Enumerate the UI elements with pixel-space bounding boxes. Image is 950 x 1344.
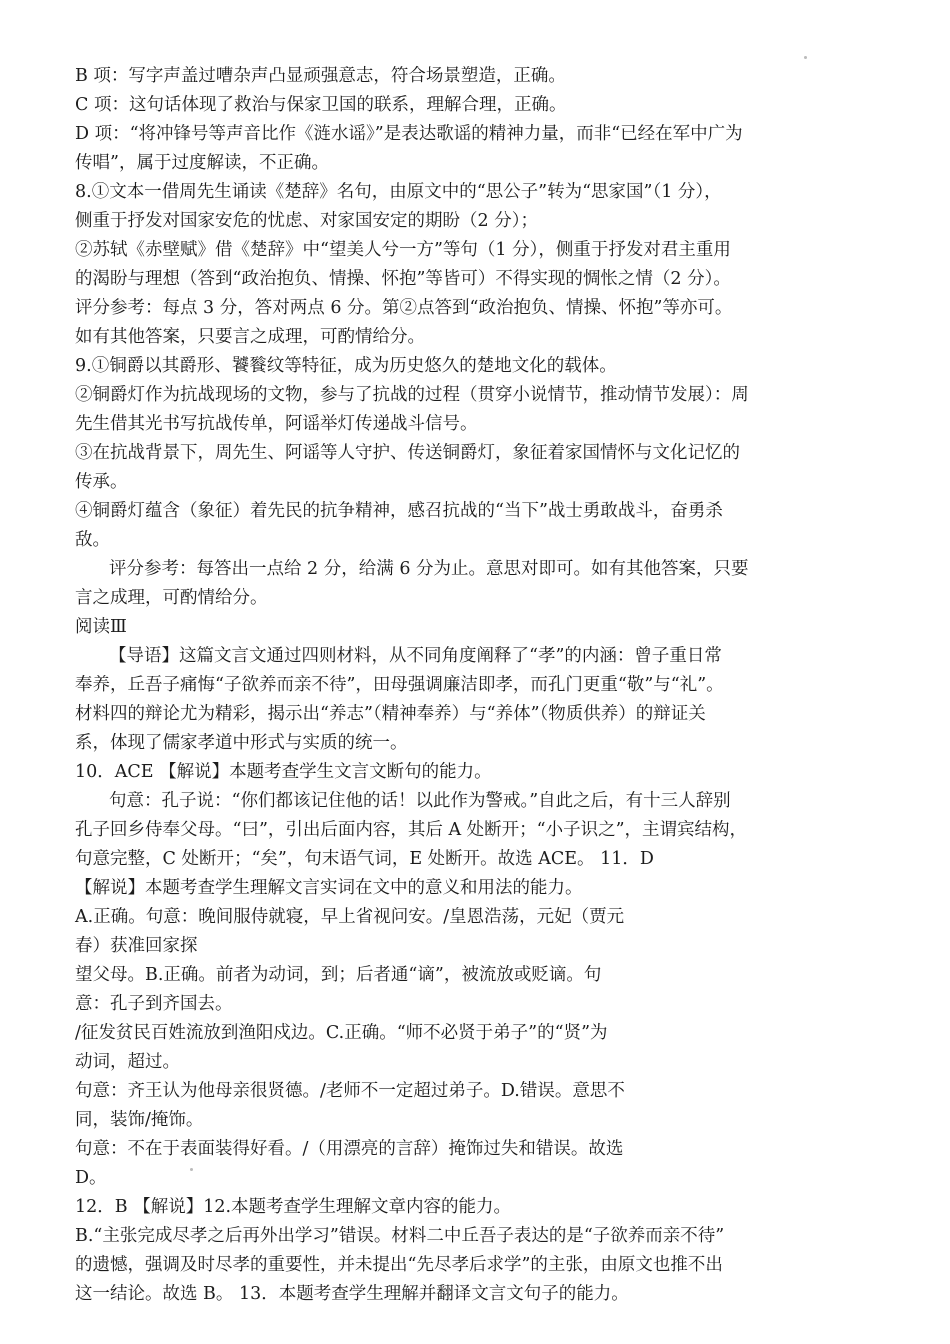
answer-7-option-b: B 项：写字声盖过嘈杂声凸显顽强意志，符合场景塑造，正确。 (75, 66, 566, 86)
answer-11: 句意完整，C 处断开；“矣”，句末语气词，E 处断开。故选 ACE。 11．D (75, 849, 654, 869)
scan-speck (804, 56, 807, 59)
answer-11-option-d: 句意：齐王认为他母亲很贤德。/老师不一定超过弟子。D.错误。意思不 (75, 1081, 625, 1101)
paragraph-line: 传唱”，属于过度解读，不正确。 (75, 153, 329, 173)
paragraph-line: 系，体现了儒家孝道中形式与实质的统一。 (75, 733, 408, 753)
answer-12: 12．B 【解说】12.本题考查学生理解文章内容的能力。 (75, 1197, 512, 1217)
paragraph-line: 材料四的辩论尤为精彩，揭示出“养志”（精神奉养）与“养体”（物质供养）的辩证关 (75, 704, 706, 724)
paragraph-line: 言之成理，可酌情给分。 (75, 588, 268, 608)
answer-10: 10．ACE 【解说】本题考查学生文言文断句的能力。 (75, 762, 492, 782)
paragraph-line: 动词，超过。 (75, 1052, 180, 1072)
scoring-note-8: 评分参考：每点 3 分，答对两点 6 分。第②点答到“政治抱负、情操、怀抱”等亦可。 (75, 298, 733, 318)
answer-11-option-a: A.正确。句意：晚间服侍就寝，早上省视问安。/皇恩浩荡，元妃（贾元 (75, 907, 625, 927)
answer-12-explanation: B.“主张完成尽孝之后再外出学习”错误。材料二中丘吾子表达的是“子欲养而亲不待” (75, 1226, 725, 1246)
answer-8-point-1: 8.①文本一借周先生诵读《楚辞》名句，由原文中的“思公子”转为“思家国”（1 分）， (75, 182, 722, 202)
paragraph-line: D。 (75, 1168, 107, 1188)
answer-11-explanation: 【解说】本题考查学生理解文言实词在文中的意义和用法的能力。 (75, 878, 583, 898)
answer-9-point-4: ④铜爵灯蕴含（象征）着先民的抗争精神，感召抗战的“当下”战士勇敢战斗，奋勇杀 (75, 501, 723, 521)
answer-9-point-3: ③在抗战背景下，周先生、阿谣等人守护、传送铜爵灯，象征着家国情怀与文化记忆的 (75, 443, 740, 463)
paragraph-line: 敌。 (75, 530, 110, 550)
answer-9-point-1: 9.①铜爵以其爵形、饕餮纹等特征，成为历史悠久的楚地文化的载体。 (75, 356, 617, 376)
answer-8-point-2: ②苏轼《赤壁赋》借《楚辞》中“望美人兮一方”等句（1 分），侧重于抒发对君主重用 (75, 240, 731, 260)
paragraph-line: 侧重于抒发对国家安危的忧虑、对家国安定的期盼（2 分）； (75, 211, 538, 231)
answer-9-point-2: ②铜爵灯作为抗战现场的文物，参与了抗战的过程（贯穿小说情节，推动情节发展）：周 (75, 385, 749, 405)
answer-7-option-c: C 项：这句话体现了救治与保家卫国的联系，理解合理，正确。 (75, 95, 567, 115)
paragraph-line: 孔子回乡侍奉父母。“曰”，引出后面内容，其后 A 处断开；“小子识之”，主谓宾结构， (75, 820, 748, 840)
answer-11-option-b: 望父母。B.正确。前者为动词，到；后者通“谪”，被流放或贬谪。句 (75, 965, 602, 985)
paragraph-line: 同，装饰/掩饰。 (75, 1110, 204, 1130)
answer-11-option-c: /征发贫民百姓流放到渔阳戍边。C.正确。“师不必贤于弟子”的“贤”为 (75, 1023, 608, 1043)
intro-paragraph: 【导语】这篇文言文通过四则材料，从不同角度阐释了“孝”的内涵：曾子重日常 (109, 646, 722, 666)
paragraph-line: 奉养，丘吾子痛悔“子欲养而亲不待”，田母强调廉洁即孝，而孔门更重“敬”与“礼”。 (75, 675, 724, 695)
paragraph-line: 春）获准回家探 (75, 936, 198, 956)
scan-speck (190, 1168, 193, 1171)
paragraph-line: 先生借其光书写抗战传单，阿谣举灯传递战斗信号。 (75, 414, 478, 434)
answer-10-translation: 句意：孔子说：“你们都该记住他的话！以此作为警戒。”自此之后，有十三人辞别 (109, 791, 731, 811)
paragraph-line: 传承。 (75, 472, 128, 492)
scoring-note-9: 评分参考：每答出一点给 2 分，给满 6 分为止。意思对即可。如有其他答案，只要 (109, 559, 749, 579)
paragraph-line: 的遗憾，强调及时尽孝的重要性，并未提出“先尽孝后求学”的主张，由原文也推不出 (75, 1255, 723, 1275)
answer-7-option-d: D 项：“将冲锋号等声音比作《涟水谣》”是表达歌谣的精神力量，而非“已经在军中广为 (75, 124, 743, 144)
answer-13-cut-line: 这一结论。故选 B。 13．本题考查学生理解并翻译文言文句子的能力。 (75, 1284, 629, 1304)
paragraph-line: 的渴盼与理想（答到“政治抱负、情操、怀抱”等皆可）不得实现的惆怅之情（2 分）。 (75, 269, 731, 289)
paragraph-line: 句意：不在于表面装得好看。/（用漂亮的言辞）掩饰过失和错误。故选 (75, 1139, 624, 1159)
section-heading-reading-3: 阅读Ⅲ (75, 617, 127, 637)
paragraph-line: 如有其他答案，只要言之成理，可酌情给分。 (75, 327, 425, 347)
paragraph-line: 意：孔子到齐国去。 (75, 994, 233, 1014)
